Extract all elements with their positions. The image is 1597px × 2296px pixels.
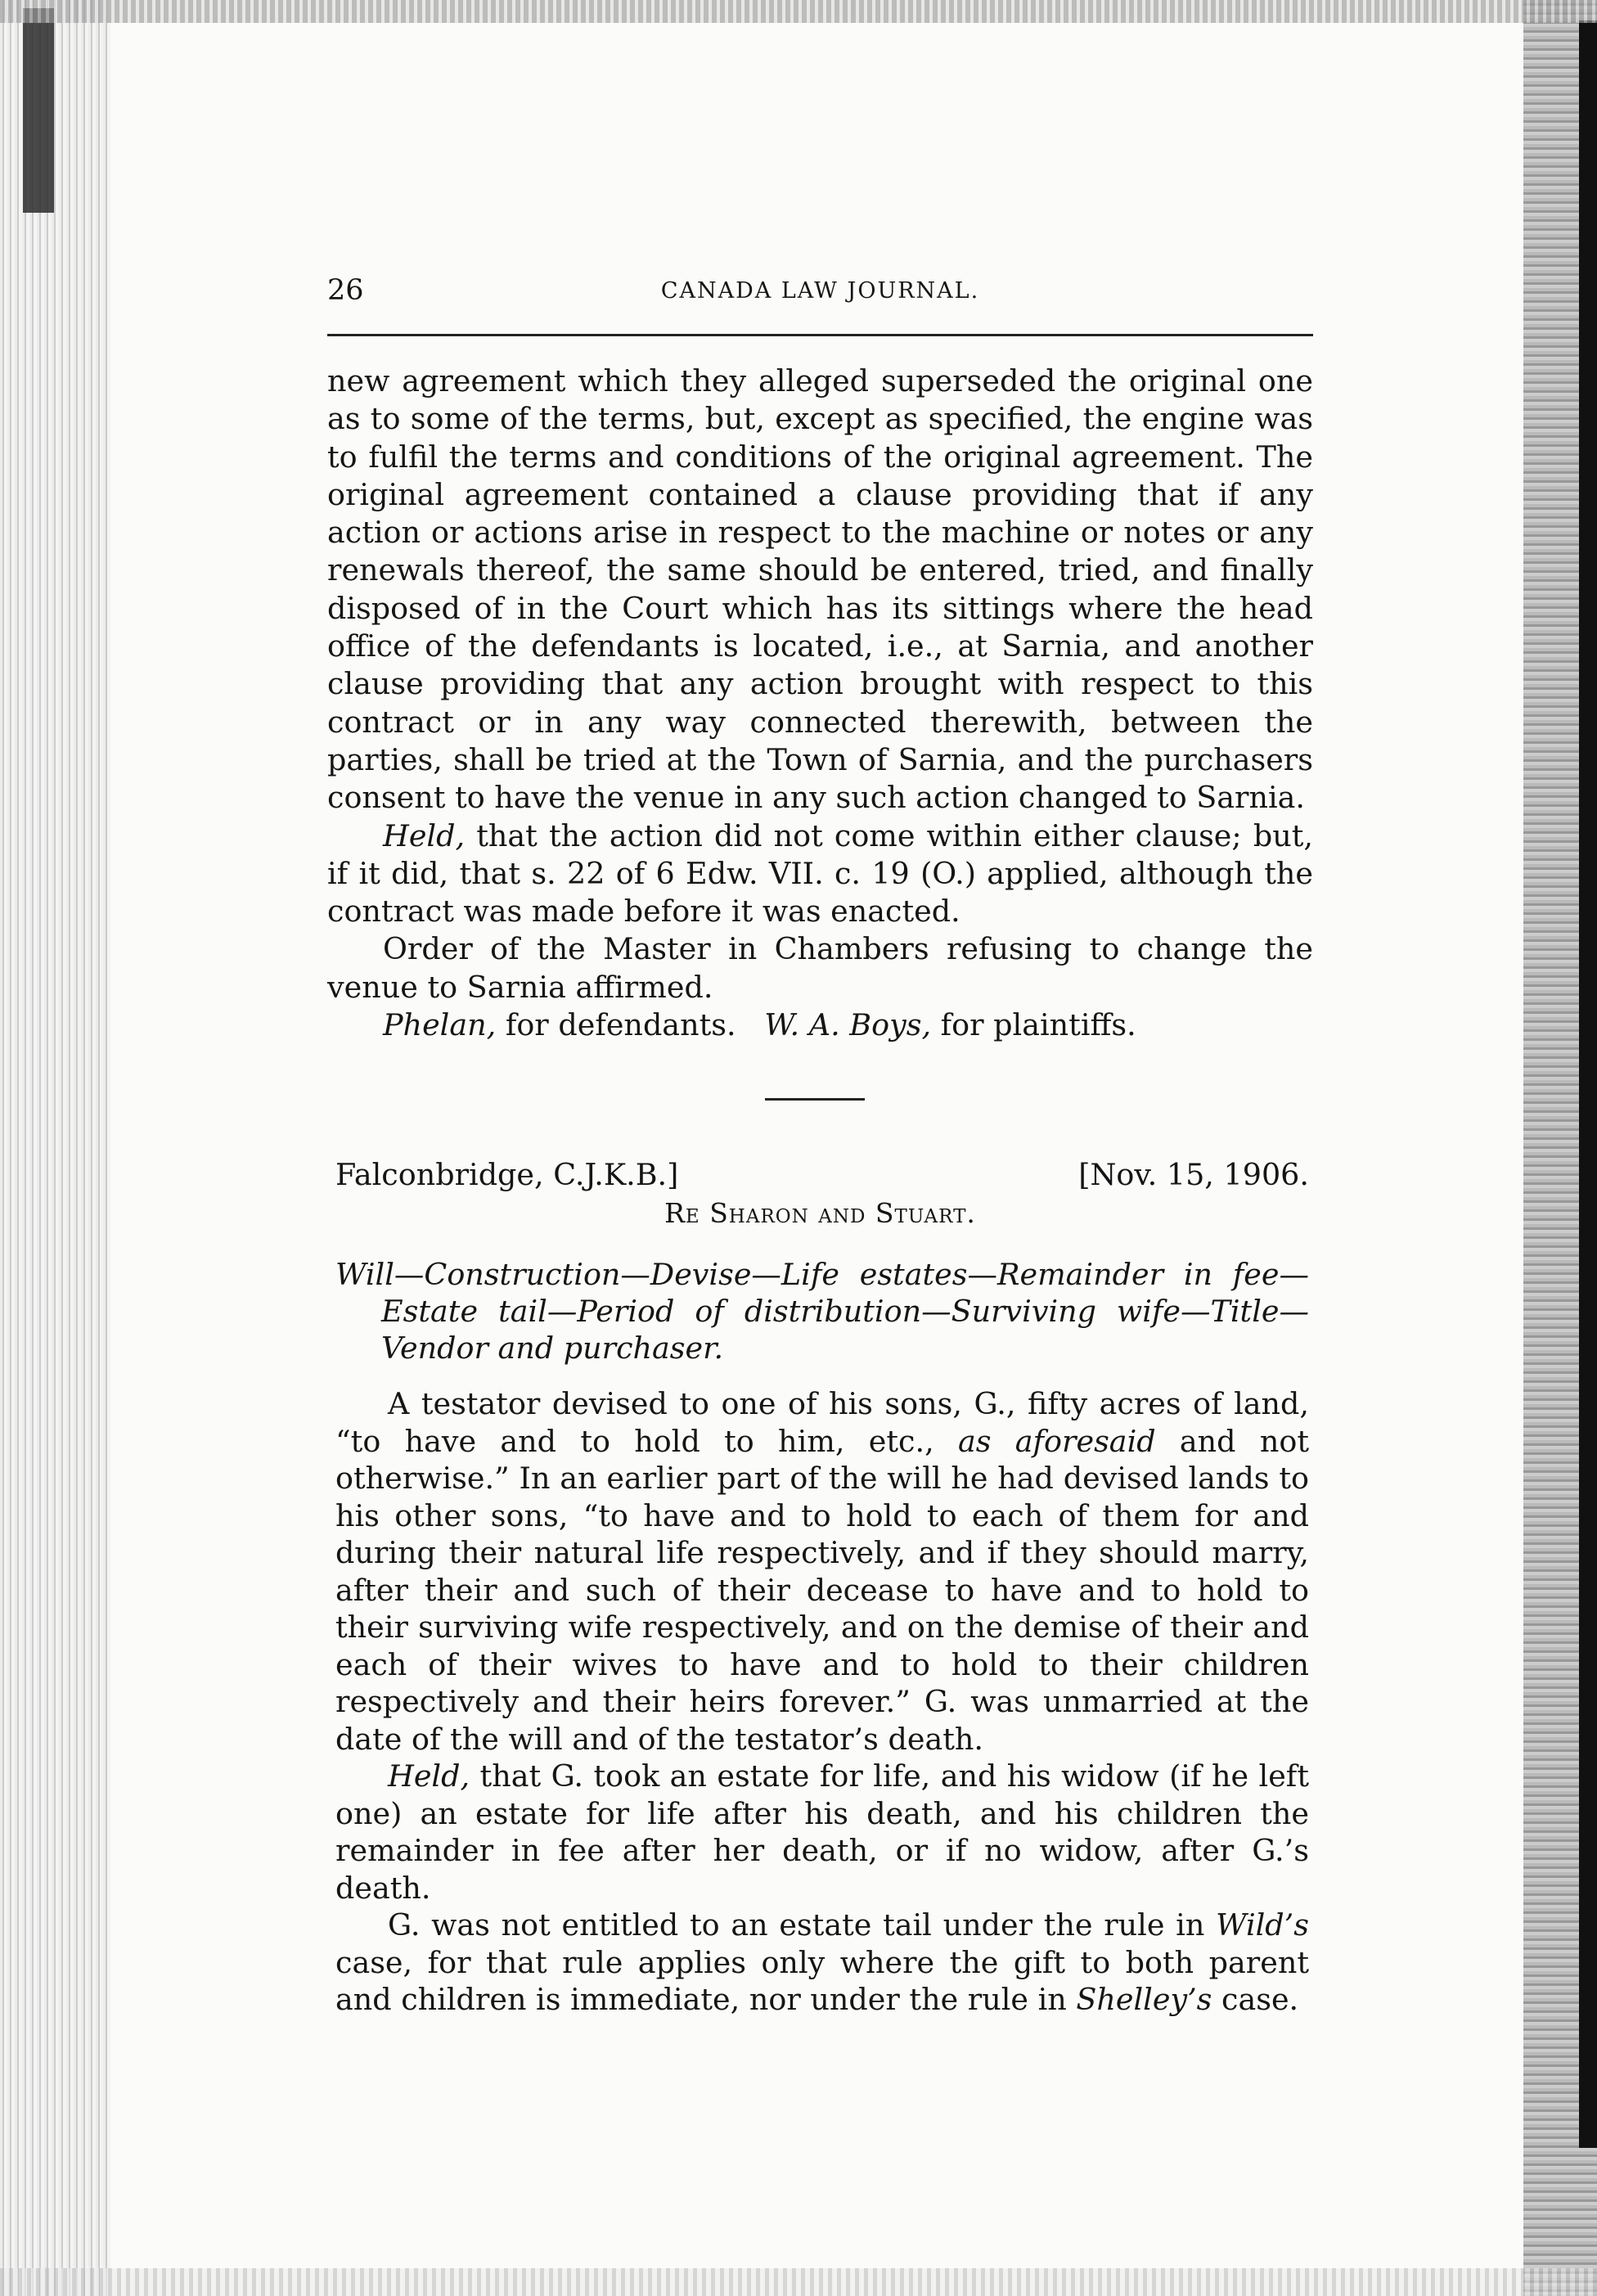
held-text-2: that G. took an estate for life, and his widow (if he left one) an estate for life after his death, and his children the remainder in fee after her death, or if no widow, after G.’s death. (335, 1758, 1309, 1906)
first-case-body (327, 362, 1313, 1044)
decision-date: [Nov. 15, 1906. (1078, 1157, 1309, 1192)
held-label: Held, (383, 817, 466, 853)
facts-part-1: A testator devised to one of his sons, G., fifty acres of land, “to have and to hold to him, etc., (335, 1386, 1309, 1459)
counsel-defendants-role: for defendants. (496, 1007, 736, 1043)
facts-emphasis: as aforesaid (957, 1423, 1156, 1459)
page-number: 26 (327, 274, 364, 307)
case-title: Re Sharon and Stuart. (664, 1197, 976, 1229)
shelleys-case-ref: Shelley’s (1076, 1982, 1212, 2017)
counsel-plaintiffs-name: W. A. Boys, (764, 1007, 932, 1043)
right-edge-shadow (1579, 20, 1597, 2148)
wilds-case-ref: Wild’s (1216, 1907, 1309, 1943)
header-rule (327, 334, 1313, 336)
conclusion-part-2: case, for that rule applies only where the gift to both parent and children is immediate, nor under the rule in (335, 1944, 1309, 2017)
facts-part-2: and not otherwise.” In an earlier part of the will he had devised lands to his other sons, “to have and to hold to each of them for and during their natural life respectively, and if they should marry, after their and such of their decease to have and to hold to their surviving wife respectively, and on the demise of their and each of their wives to have and to hold to their children respectively and their heirs forever.” G. was unmarried at the date of the will and of the testator’s death. (335, 1423, 1310, 1757)
first-case-held (327, 817, 1313, 931)
second-case-facts (335, 1385, 1309, 1758)
counsel-plaintiffs-role: for plaintiffs. (931, 1007, 1136, 1043)
top-scan-edge (0, 0, 1597, 23)
counsel-defendants-name: Phelan, (383, 1007, 497, 1043)
case-headnote: Will—Construction—Devise—Life estates—Remainder in fee—Estate tail—Period of distribution—Surviving wife—Title—Vendor and purchaser. (335, 1257, 1309, 1366)
first-case-facts: new agreement which they alleged superseded the original one as to some of the terms, but, except as specified, the engine was to fulfil the terms and conditions of the original agreement. The original agreement contained a clause providing that if any action or actions arise in respect to the machine or notes or any renewals thereof, the same should be entered, tried, and finally disposed of in the Court which has its sittings where the head office of the defendants is located, i.e., at Sarnia, and another clause providing that any action brought with respect to this contract or in any way connected therewith, between the parties, shall be tried at the Town of Sarnia, and the purchasers consent to have the venue in any such action changed to Sarnia. (327, 363, 1313, 816)
left-binding-edge (0, 0, 110, 2296)
running-head (327, 274, 1313, 315)
held-label-2: Held, (388, 1758, 470, 1794)
judge-name: Falconbridge, C.J.K.B.] (335, 1157, 679, 1192)
case-citation-line (335, 1157, 1309, 1196)
case-separator (765, 1098, 865, 1101)
first-case-order: Order of the Master in Chambers refusing to change the venue to Sarnia affirmed. (327, 931, 1313, 1005)
journal-title: CANADA LAW JOURNAL. (660, 278, 980, 304)
second-case-held (335, 1758, 1309, 1907)
second-case-body (335, 1385, 1309, 2019)
bottom-scan-edge (0, 2268, 1597, 2296)
conclusion-part-1: G. was not entitled to an estate tail under the rule in (388, 1907, 1217, 1943)
first-case-counsel (327, 1006, 1313, 1044)
second-case-conclusion (335, 1907, 1309, 2019)
left-binding-shadow (23, 8, 54, 213)
conclusion-part-3: case. (1212, 1982, 1299, 2017)
held-text: that the action did not come within either clause; but, if it did, that s. 22 of 6 Edw. VII. c. 19 (O.) applied, although the contract was made before it was enacted. (327, 817, 1313, 930)
